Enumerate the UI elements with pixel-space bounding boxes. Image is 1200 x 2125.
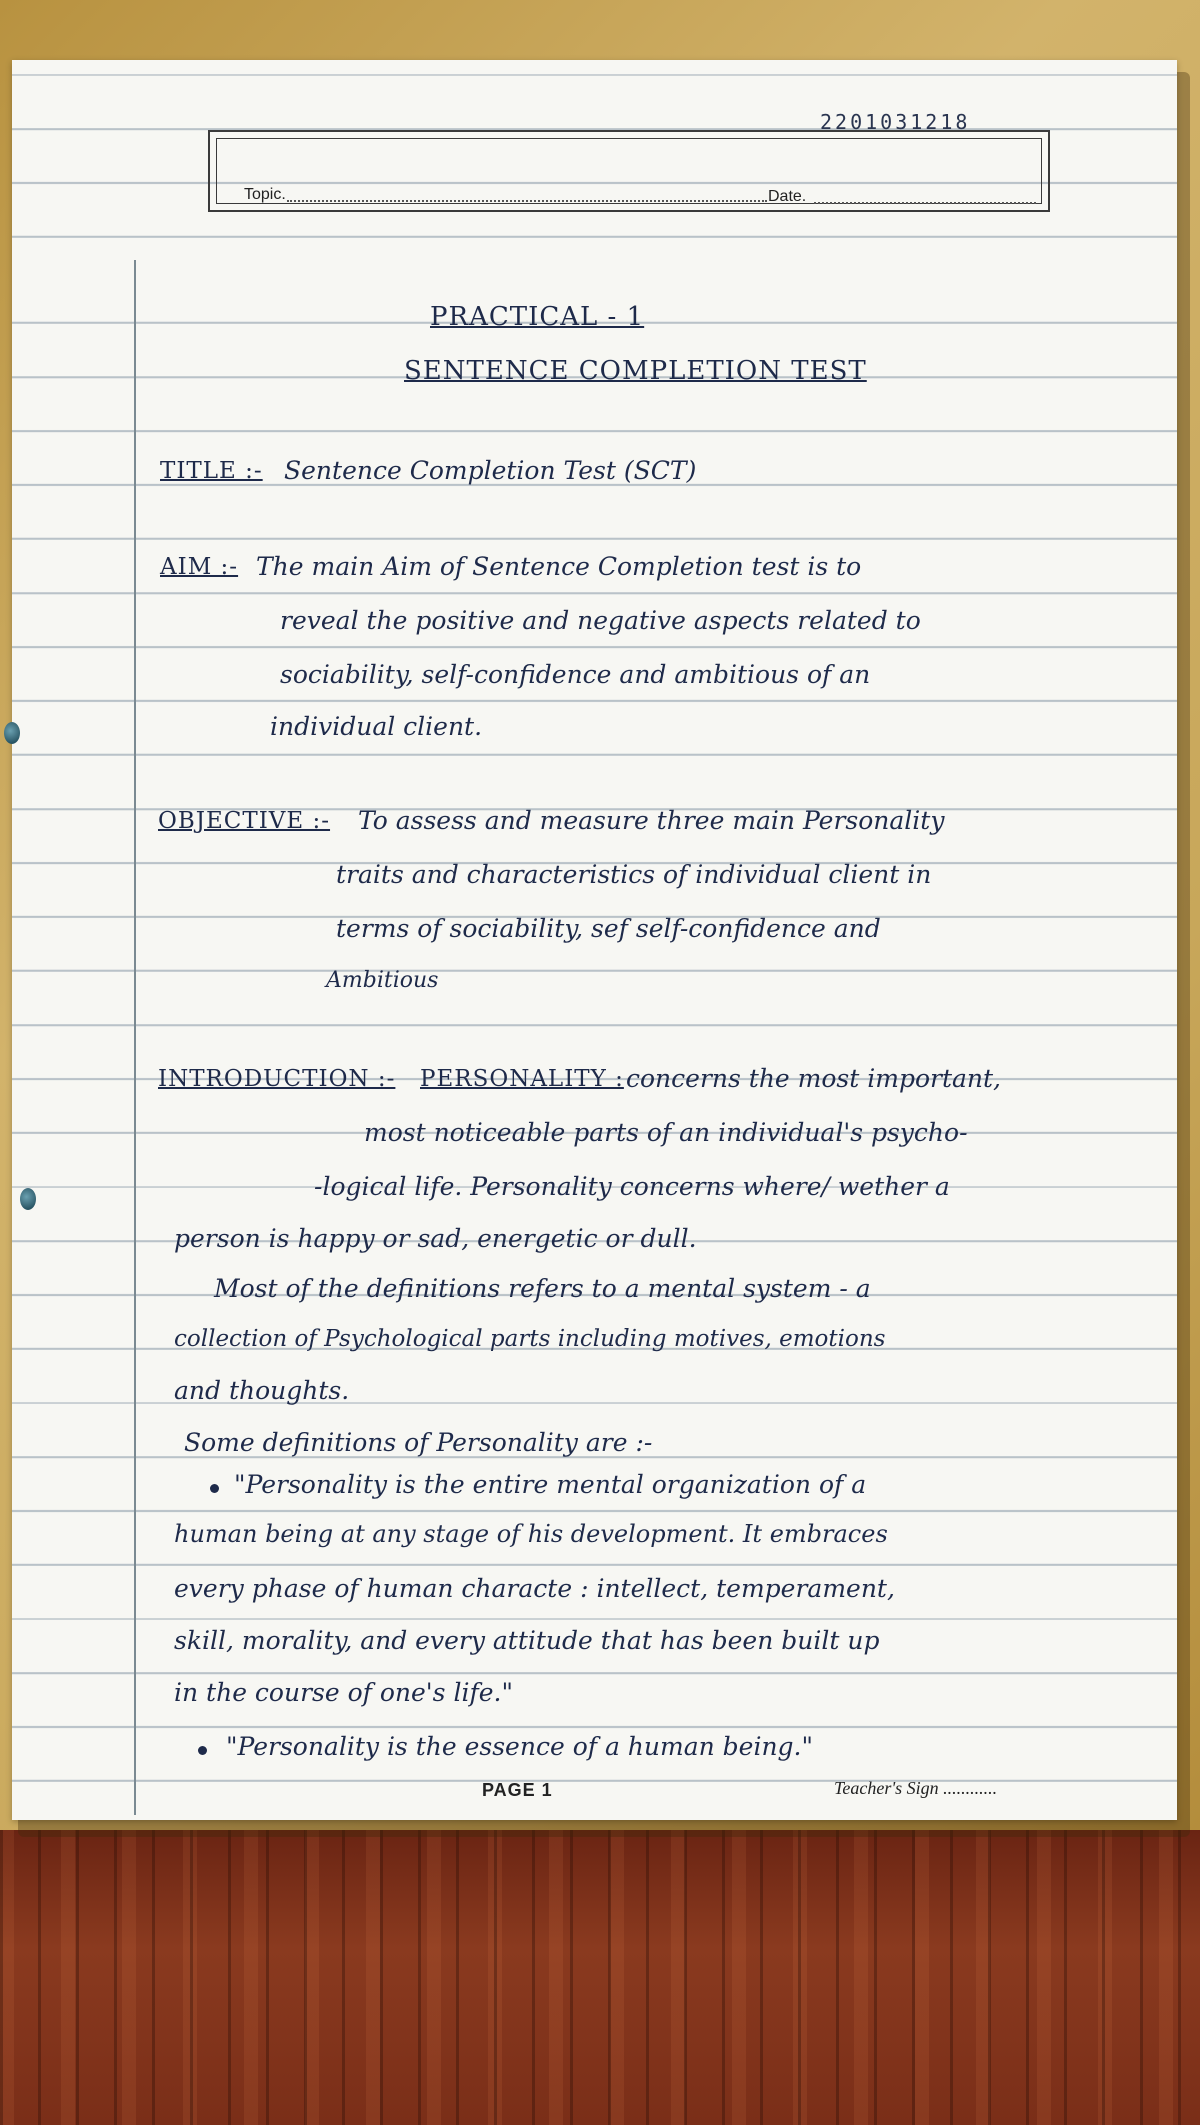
introduction-line: in the course of one's life." <box>174 1678 513 1707</box>
introduction-line: -logical life. Personality concerns where/ wether a <box>314 1172 950 1201</box>
objective-line: traits and characteristics of individual client in <box>336 860 932 889</box>
objective-line: To assess and measure three main Personality <box>358 806 945 835</box>
margin-line <box>134 260 136 1815</box>
introduction-line: "Personality is the entire mental organization of a <box>234 1470 867 1499</box>
introduction-line: collection of Psychological parts including motives, emotions <box>174 1326 886 1352</box>
practical-heading: PRACTICAL - 1 <box>430 302 645 332</box>
introduction-label: INTRODUCTION :- <box>158 1066 396 1092</box>
aim-line: individual client. <box>270 712 483 741</box>
test-name-heading: SENTENCE COMPLETION TEST <box>404 356 867 386</box>
introduction-line: person is happy or sad, energetic or dull. <box>174 1224 697 1253</box>
introduction-line: every phase of human characte : intellect, temperament, <box>174 1574 895 1603</box>
notebook-page <box>12 60 1177 1820</box>
aim-line: reveal the positive and negative aspects related to <box>280 606 921 635</box>
topic-label: Topic. <box>244 186 286 203</box>
introduction-line: human being at any stage of his development. It embraces <box>174 1520 888 1548</box>
objective-line: Ambitious <box>326 968 439 993</box>
roll-number: 2201031218 <box>820 110 971 134</box>
aim-line: The main Aim of Sentence Completion test is to <box>256 552 862 581</box>
binder-ring-icon <box>4 722 20 744</box>
objective-label: OBJECTIVE :- <box>158 808 331 834</box>
aim-line: sociability, self-confidence and ambitious of an <box>280 660 871 689</box>
title-label: TITLE :- <box>160 458 263 484</box>
personality-term: PERSONALITY : <box>420 1066 624 1092</box>
topic-dotted-line <box>287 200 767 202</box>
binder-ring-icon <box>20 1188 36 1210</box>
introduction-line: skill, morality, and every attitude that has been built up <box>174 1626 880 1655</box>
bullet-dot <box>210 1484 219 1493</box>
wooden-table-surface <box>0 1830 1200 2125</box>
teacher-sign-label: Teacher's Sign ............ <box>834 1778 998 1798</box>
introduction-line: Some definitions of Personality are :- <box>184 1428 653 1457</box>
introduction-line: and thoughts. <box>174 1376 350 1405</box>
introduction-line: concerns the most important, <box>626 1064 1001 1093</box>
introduction-line: "Personality is the essence of a human being." <box>226 1732 813 1761</box>
aim-label: AIM :- <box>160 554 239 580</box>
page-number-label: PAGE 1 <box>482 1780 553 1800</box>
introduction-line: Most of the definitions refers to a mental system - a <box>214 1274 871 1303</box>
date-dotted-line <box>814 202 1036 204</box>
date-label: Date. <box>768 188 807 205</box>
bullet-dot <box>198 1746 207 1755</box>
objective-line: terms of sociability, sef self-confidence and <box>336 914 881 943</box>
introduction-line: most noticeable parts of an individual's psycho- <box>364 1118 968 1147</box>
title-text: Sentence Completion Test (SCT) <box>284 456 697 485</box>
